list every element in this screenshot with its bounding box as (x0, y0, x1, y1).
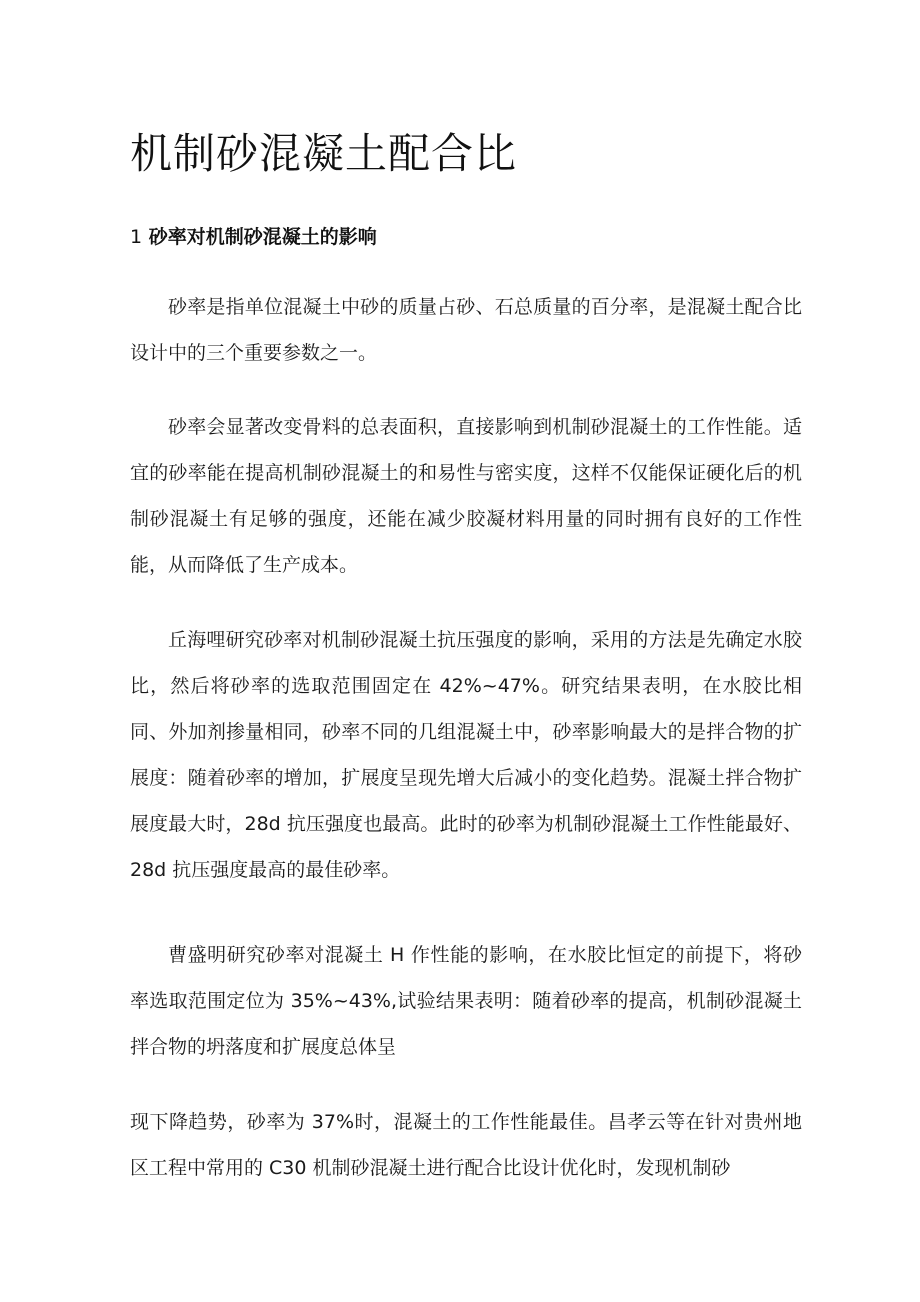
paragraph-continuation: 现下降趋势，砂率为 37%时，混凝土的工作性能最佳。昌孝云等在针对贵州地区工程中常用的 C30 机制砂混凝土进行配合比设计优化时，发现机制砂 (130, 1111, 802, 1179)
section-heading (130, 222, 377, 252)
section-number: 1 (130, 226, 143, 248)
paragraph-sand-ratio-effect: 砂率会显著改变骨料的总表面积，直接影响到机制砂混凝土的工作性能。适宜的砂率能在提高机制砂混凝土的和易性与密实度，这样不仅能保证硬化后的机制砂混凝土有足够的强度，还能在减少胶凝材料用量的同时拥有良好的工作性能，从而降低了生产成本。 (130, 416, 802, 576)
document-title: 机制砂混凝土配合比 (130, 129, 518, 178)
paragraph-sand-ratio-definition: 砂率是指单位混凝土中砂的质量占砂、石总质量的百分率，是混凝土配合比设计中的三个重要参数之一。 (130, 296, 802, 364)
paragraph-qiu-study: 丘海哩研究砂率对机制砂混凝土抗压强度的影响，采用的方法是先确定水胶比，然后将砂率的选取范围固定在 42%~47%。研究结果表明，在水胶比相同、外加剂掺量相同，砂率不同的几组混凝土中，砂率影响最大的是拌合物的扩展度：随着砂率的增加，扩展度呈现先增大后减小的变化趋势。混凝土拌合物扩展度最大时，28d 抗压强度也最高。此时的砂率为机制砂混凝土工作性能最好、28d 抗压强度最高的最佳砂率。 (130, 629, 802, 881)
section-heading-text: 砂率对机制砂混凝土的影响 (148, 226, 377, 248)
paragraph-cao-study: 曹盛明研究砂率对混凝土 H 作性能的影响，在水胶比恒定的前提下，将砂率选取范围定位为 35%~43%,试验结果表明：随着砂率的提高，机制砂混凝土拌合物的坍落度和扩展度总体呈 (130, 944, 802, 1058)
